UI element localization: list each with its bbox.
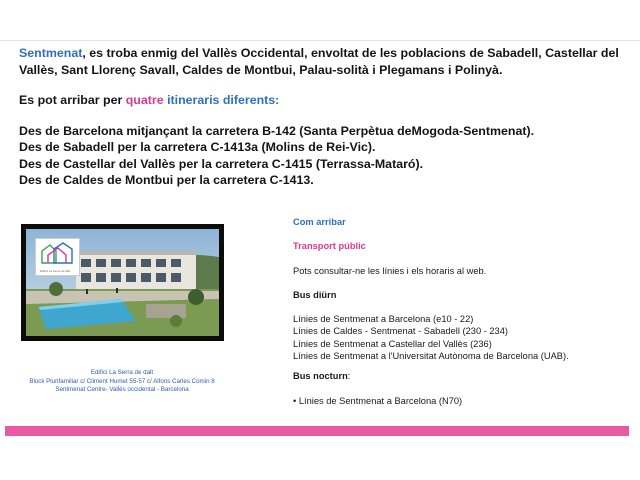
route-item: Des de Caldes de Montbui per la carretera C-1413.	[19, 173, 314, 187]
heading-bus-diurn: Bus diürn	[293, 289, 337, 300]
bus-nocturn-label: Bus nocturn	[293, 371, 348, 382]
town-name: Sentmenat	[19, 46, 83, 60]
logo-caption: Edifici La Serra de dalt	[40, 269, 71, 273]
footer-pink-bar	[5, 426, 629, 436]
route-item: Des de Barcelona mitjançant la carretera B-142 (Santa Perpètua deMogoda-Sentmenat).	[19, 123, 535, 138]
building-photo-frame	[21, 224, 224, 341]
intro-section	[19, 45, 629, 189]
caption-address: Block Plurifamiliar c/ Climent Humet 55-57 c/ Alfons Carles Comin 8	[29, 377, 215, 385]
bus-nocturn-colon: :	[347, 371, 351, 382]
bus-line-item: Línies de Sentmenat a l'Universitat Autònoma de Barcelona (UAB).	[293, 351, 569, 362]
building-photo	[26, 229, 219, 336]
route-item: Des de Castellar del Vallès per la carretera C-1415 (Terrassa-Mataró).	[19, 156, 424, 171]
intro-description	[19, 45, 629, 78]
top-divider	[0, 40, 640, 41]
caption-location: Sentmenat Centre- Vallès occidental - Barcelona	[55, 386, 189, 394]
bus-line-item: Línies de Caldes - Sentmenat - Sabadell (230 - 234)	[293, 326, 508, 337]
routes-count: quatre	[125, 93, 164, 107]
photo-caption	[14, 369, 230, 395]
logo	[35, 238, 80, 276]
night-bus-line-item: • Línies de Sentmenat a Barcelona (N70)	[293, 395, 463, 406]
consult-text: Pots consultar-ne les línies i els horaris al web.	[293, 265, 487, 276]
bus-line-item: Línies de Sentmenat a Barcelona (e10 - 22)	[293, 314, 474, 325]
caption-title: Edifici La Serra de dalt	[90, 369, 154, 376]
bus-line-item: Línies de Sentmenat a Castellar del Vallès (236)	[293, 338, 492, 349]
heading-bus-nocturn	[293, 370, 623, 382]
routes-intro	[19, 92, 629, 109]
routes-suffix: diferents:	[219, 93, 280, 107]
routes-prefix: Es pot arribar per	[19, 93, 126, 107]
logo-icon	[36, 239, 79, 269]
routes-word: itineraris	[167, 93, 220, 107]
transport-section	[293, 216, 623, 407]
intro-description-text: , es troba enmig del Vallès Occidental, envoltat de les poblacions de Sabadell, Castellar del Vallès, Sant Llorenç Savall, Caldes de Montbui, Palau-solità i Plegamans i Polinyà.	[19, 46, 619, 77]
heading-com-arribar: Com arribar	[293, 217, 346, 227]
heading-transport-public: Transport públic	[293, 241, 366, 252]
route-item: Des de Sabadell per la carretera C-1413a (Molins de Rei-Vic).	[19, 140, 376, 154]
